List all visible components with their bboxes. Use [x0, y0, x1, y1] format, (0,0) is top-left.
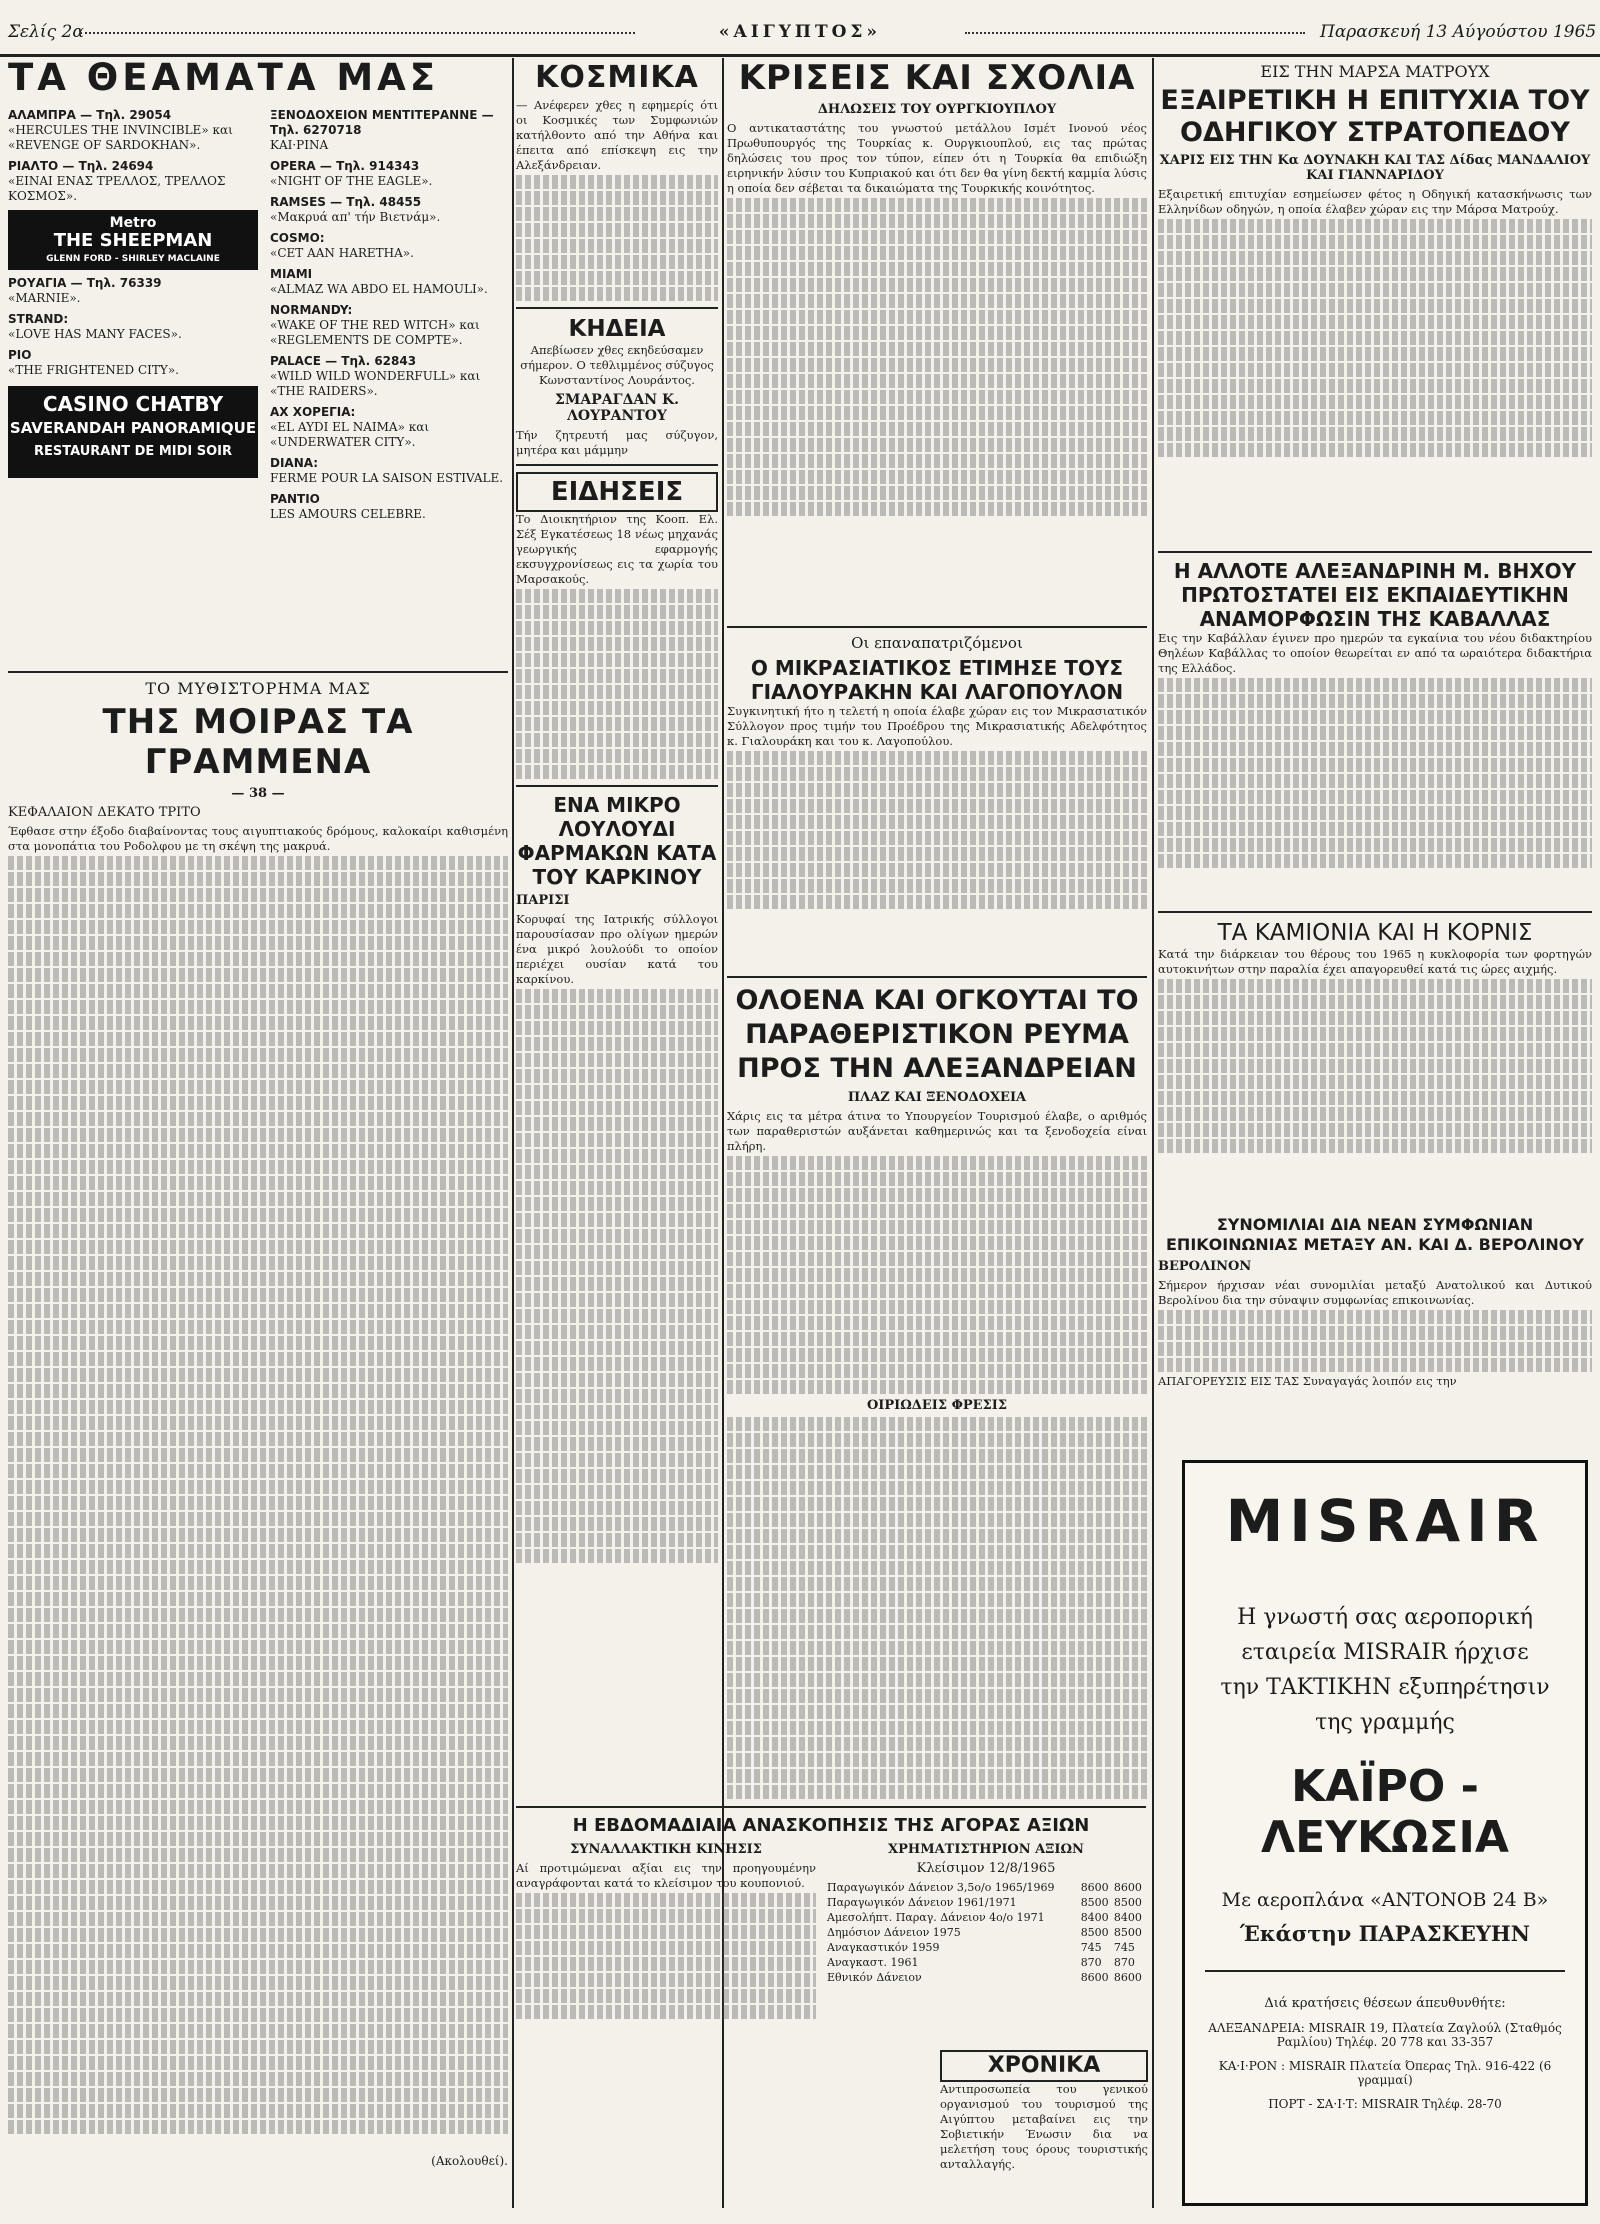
- table-row: Αμεσολήπτ. Παραγ. Δάνειον 4ο/ο 1971 8400 8400: [827, 1911, 1142, 1924]
- stocks-title: Η ΕΒΔΟΜΑΔΙΑΙΑ ΑΝΑΣΚΟΠΗΣΙΣ ΤΗΣ ΑΓΟΡΑΣ ΑΞΙΩΝ: [572, 1815, 1090, 1836]
- stocks-note: Αί προτιμώμεναι αξίαι εις την προηγουμένην αναγράφονται κατά το κλείσιμον του κουπονιού.: [516, 1861, 816, 1890]
- novel-kicker: ΤΟ ΜΥΘΙΣΤΟΡΗΜΑ ΜΑΣ: [145, 679, 371, 698]
- misrair-plane: Με αεροπλάνα «ΑΝΤΟΝΟΒ 24 Β»: [1221, 1889, 1549, 1911]
- section-rule: [516, 785, 718, 787]
- flower-place: ΠΑΡΙΣΙ: [516, 893, 570, 908]
- casino-chatby-ad: CASINO CHATBY SAVERANDAH PANORAMIQUE RESTAURANT DE MIDI SOIR: [8, 386, 258, 478]
- table-row: Εθνικόν Δάνειον 8600 8600: [827, 1971, 1142, 1984]
- misrair-logo: MISRAIR: [1225, 1487, 1545, 1555]
- crises-title: ΚΡΙΣΕΙΣ ΚΑΙ ΣΧΟΛΙΑ: [738, 58, 1136, 98]
- news-title: ΕΙΔΗΣΕΙΣ: [516, 472, 718, 512]
- news-body: Το Διοικητήριον της Κοοπ. Ελ. Σέξ Εγκατέσεως 18 νέως μηχανάς γεωργικής εφαρμογής εκσυγχρονίσεως εις τα χωρία του Μαρσακούς.: [516, 512, 718, 586]
- misrair-bookings: Διά κρατήσεις θέσεων άπευθυνθήτε:: [1264, 1996, 1506, 2011]
- repatriated-kicker: Οι επαναπατριζόμενοι: [851, 634, 1023, 652]
- theatre-listing: NORMANDY: «WAKE OF THE RED WITCH» και «REGLEMENTS DE COMPTE».: [270, 303, 480, 347]
- marsa-section: [1158, 58, 1592, 538]
- stocks-subtitle: ΣΥΝΑΛΛΑΚΤΙΚΗ ΚΙΝΗΣΙΣ: [570, 1842, 762, 1857]
- table-row: Παραγωγικόν Δάνειον 1961/1971 8500 8500: [827, 1896, 1142, 1909]
- marsa-subtitle: ΧΑΡΙΣ ΕΙΣ ΤΗΝ Κα ΔΟΥΝΑΚΗ ΚΑΙ ΤΑΣ Δίδας ΜΑΝΔΑΛΙΟΥ ΚΑΙ ΓΙΑΝΝΑΡΙΔΟΥ: [1159, 153, 1591, 183]
- metro-ad: Metro THE SHEEPMAN GLENN FORD - SHIRLEY MACLAINE: [8, 210, 258, 270]
- flower-body: Κορυφαί της Ιατρικής σύλλογοι παρουσίασαν προ ολίγων ημερών ένα μικρό λουλούδι το οποίον περιέχει ουσίαν κατά του καρκίνου.: [516, 912, 718, 986]
- kamionia-body: Κατά την διάρκειαν του θέρους του 1965 η κυκλοφορία των φορτηγών αυτοκινήτων στην παραλία έχει απαγορευθεί κατά τις ώρες αιχμής.: [1158, 947, 1592, 976]
- section-rule: [516, 307, 718, 309]
- world-title: ΚΟΣΜΙΚΑ: [535, 60, 699, 95]
- novel-continued: (Ακολουθεί).: [431, 2154, 508, 2168]
- tourism-body: Χάρις εις τα μέτρα άτινα το Υπουργείον Τουρισμού έλαβε, ο αριθμός των παραθεριστών αυξάνεται καθημερινώς και τα ξενοδοχεία είναι πλήρη.: [727, 1109, 1147, 1153]
- novel-section: [8, 665, 508, 2200]
- theatre-listing: ΞΕΝΟΔΟΧΕΙΟΝ ΜΕΝΤΙΤΕΡΑΝΝΕ — Τηλ. 6270718 ΚΑΙ·ΡΙΝΑ: [270, 108, 494, 152]
- crises-body: Ο αντικαταστάτης του γνωστού μετάλλου Ισμέτ Ινονού νέος Πρωθυπουργός της Τουρκίας κ. Ουργκιουπλού, εις τας πρώτας δηλώσεις του προς τον τύπον, είπεν ότι η Τουρκία θα επιδιώξη ειρηνικήν λύσιν του Κυπριακού και ότι δεν θα γίνη δεκτή καμμία λύσις η οποία δεν σέβεται τα δικαιώματα της Τουρκικής κοινότητος.: [727, 121, 1147, 195]
- theatre-listing: ΡΙΑΛΤΟ — Τηλ. 24694 «ΕΙΝΑΙ ΕΝΑΣ ΤΡΕΛΛΟΣ, ΤΡΕΛΛΟΣ ΚΟΣΜΟΣ».: [8, 159, 226, 203]
- novel-chapter: ΚΕΦΑΛΑΙΟΝ ΔΕΚΑΤΟ ΤΡΙΤΟ: [8, 805, 201, 820]
- repatriated-title: Ο ΜΙΚΡΑΣΙΑΤΙΚΟΣ ΕΤΙΜΗΣΕ ΤΟΥΣ ΓΙΑΛΟΥΡΑΚΗΝ ΚΑΙ ΛΑΓΟΠΟΥΛΟΝ: [750, 656, 1124, 704]
- column-divider: [512, 58, 514, 2208]
- section-rule: [1205, 1970, 1565, 1972]
- marsa-body: Εξαιρετική επιτυχίαν εσημείωσεν φέτος η Οδηγική κατασκήνωσις των Ελληνίδων οδηγών, η οποία έλαβεν χώραν εις την Μάρσα Ματρούχ.: [1158, 187, 1592, 216]
- theatre-list-right: [270, 106, 506, 528]
- table-row: Αναγκαστικόν 1959 745 745: [827, 1941, 1135, 1954]
- flower-title: ΕΝΑ ΜΙΚΡΟ ΛΟΥΛΟΥΔΙ ΦΑΡΜΑΚΩΝ ΚΑΤΑ ΤΟΥ ΚΑΡΚΙΝΟΥ: [517, 793, 717, 889]
- table-row: Παραγωγικόν Δάνειον 3,5ο/ο 1965/1969 8600 8600: [827, 1881, 1142, 1894]
- funeral-title: ΚΗΔΕΙΑ: [568, 316, 666, 342]
- kamionia-section: [1158, 905, 1592, 1210]
- marsa-kicker: ΕΙΣ ΤΗΝ ΜΑΡΣΑ ΜΑΤΡΟΥΧ: [1260, 62, 1490, 81]
- misrair-line: εταιρεία MISRAIR ήρχισε: [1241, 1640, 1529, 1665]
- theatre-listing: ΡΟΥΑΓΙΑ — Τηλ. 76339 «MARNIE».: [8, 276, 162, 305]
- crises-subtitle: ΔΗΛΩΣΕΙΣ ΤΟΥ ΟΥΡΓΚΙΟΥΠΛΟΥ: [817, 102, 1057, 117]
- tourism-title: ΟΛΟΕΝΑ ΚΑΙ ΟΓΚΟΥΤΑΙ ΤΟ ΠΑΡΑΘΕΡΙΣΤΙΚΟΝ ΡΕΥΜΑ ΠΡΟΣ ΤΗΝ ΑΛΕΞΑΝΔΡΕΙΑΝ: [735, 985, 1139, 1084]
- masthead-rule-right: [965, 32, 1305, 34]
- chronika-body: Αντιπροσωπεία του γενικού οργανισμού του τουρισμού της Αιγύπτου μεταβαίνει εις την Σοβιετικήν Ένωσιν δια να μελετήση τους όρους τουριστικής ανταλλαγής.: [940, 2082, 1148, 2171]
- stocks-date: Κλείσιμον 12/8/1965: [916, 1861, 1056, 1876]
- repatriated-body: Συγκινητική ήτο η τελετή η οποία έλαβε χώραν εις τον Μικρασιατικόν Σύλλογον προς τιμήν του Προέδρου της Μικρασιατικής Αδελφότητος κ. Γιαλουράκη και του κ. Λαγοπούλου.: [727, 704, 1147, 748]
- vichos-section: [1158, 545, 1592, 900]
- treaty-place: ΒΕΡΟΛΙΝΟΝ: [1158, 1259, 1252, 1274]
- stocks-table: [826, 1880, 1146, 1985]
- section-rule: [516, 1806, 1146, 1808]
- theatre-listing: COSMO: «CET AAN HARETHA».: [270, 231, 414, 260]
- funeral-intro: Απεβίωσεν χθες εκηδεύσαμεν σήμερον. Ο τεθλιμμένος σύζυγος Κωνσταντίνος Λουράντος.: [520, 343, 714, 387]
- stocks-subtitle: ΧΡΗΜΑΤΙΣΤΗΡΙΟΝ ΑΞΙΩΝ: [888, 1842, 1084, 1857]
- table-row: Αναγκαστ. 1961 870 870: [827, 1956, 1135, 1969]
- misrair-line: της γραμμής: [1315, 1710, 1455, 1735]
- section-rule: [516, 464, 718, 466]
- novel-issue: — 38 —: [231, 786, 285, 801]
- misrair-line: την ΤΑΚΤΙΚΗΝ εξυπηρέτησιν: [1220, 1675, 1550, 1700]
- novel-body-text: [8, 854, 508, 2154]
- funeral-name: ΣΜΑΡΑΓΔΑΝ Κ. ΛΟΥΡΑΝΤΟΥ: [554, 392, 680, 424]
- section-rule: [727, 976, 1147, 978]
- section-rule: [1158, 551, 1592, 553]
- tourism-section-heading: ΟΙΡΙΩΔΕΙΣ ΦΡΕΣΙΣ: [866, 1398, 1008, 1413]
- novel-lead: Έφθασε στην έξοδο διαβαίνοντας τους αιγυπτιακούς δρόμους, καλοκαίρι καθισμένη στα μονοπάτια του Ροδολφου με τη σκέψη της μακρυά.: [8, 824, 508, 853]
- theatre-list-left: [8, 106, 258, 486]
- theatre-listing: OPERA — Τηλ. 914343 «NIGHT OF THE EAGLE».: [270, 159, 433, 188]
- misrair-line: Η γνωστή σας αεροπορική: [1237, 1605, 1533, 1630]
- novel-title: ΤΗΣ ΜΟΙΡΑΣ ΤΑ ΓΡΑΜΜΕΝΑ: [102, 702, 414, 782]
- theatre-listing: ΡΙΟ «THE FRIGHTENED CITY».: [8, 348, 179, 377]
- vichos-body: Εις την Καβάλλαν έγινεν προ ημερών τα εγκαίνια του νέου διδακτηρίου Θηλέων Καβάλλας το οποίον θεωρείται εν από τα ωραιότερα διδακτήρια της Ελλάδος.: [1158, 631, 1592, 675]
- misrair-address-cairo: ΚΑ·Ι·ΡΟΝ : MISRAIR Πλατεία Όπερας Τηλ. 916-422 (6 γραμμαί): [1218, 2059, 1552, 2087]
- crises-section: [727, 58, 1147, 628]
- section-rule: [8, 671, 508, 673]
- theatre-listing: PALACE — Τηλ. 62843 «WILD WILD WONDERFULL» και «THE RAIDERS».: [270, 354, 481, 398]
- theatre-listing: PANTIO LES AMOURS CELEBRE.: [270, 492, 426, 521]
- theatre-listing: STRAND: «LOVE HAS MANY FACES».: [8, 312, 182, 341]
- page-number: Σελίς 2α: [8, 22, 84, 42]
- chronika-title: ΧΡΟΝΙΚΑ: [940, 2050, 1148, 2082]
- kamionia-title: ΤΑ ΚΑΜΙΟΝΙΑ ΚΑΙ Η ΚΟΡΝΙΣ: [1217, 920, 1533, 946]
- theatres-title: ΤΑ ΘΕΑΜΑΤΑ ΜΑΣ: [8, 58, 440, 99]
- masthead-rule-left: [80, 32, 635, 34]
- misrair-address-port: ΠΟΡΤ - ΣΑ·Ι·Τ: MISRAIR Τηλέφ. 28-70: [1268, 2097, 1502, 2111]
- misrair-day: Έκάστην ΠΑΡΑΣΚΕΥΗΝ: [1240, 1921, 1530, 1946]
- treaty-title: ΣΥΝΟΜΙΛΙΑΙ ΔΙΑ ΝΕΑΝ ΣΥΜΦΩΝΙΑΝ ΕΠΙΚΟΙΝΩΝΙΑΣ ΜΕΤΑΞΥ ΑΝ. ΚΑΙ Δ. ΒΕΡΟΛΙΝΟΥ: [1166, 1215, 1584, 1254]
- issue-date: Παρασκευή 13 Αύγούστου 1965: [1320, 22, 1597, 42]
- vichos-title: Η ΑΛΛΟΤΕ ΑΛΕΞΑΝΔΡΙΝΗ Μ. ΒΗΧΟΥ ΠΡΩΤΟΣΤΑΤΕΙ ΕΙΣ ΕΚΠΑΙΔΕΥΤΙΚΗΝ ΑΝΑΜΟΡΦΩΣΙΝ ΤΗΣ ΚΑΒΑΛΛΑΣ: [1173, 559, 1577, 631]
- theatre-listing: MIAMI «ALMAZ WA ABDO EL HAMOULI».: [270, 267, 488, 296]
- theatre-listing: RAMSES — Τηλ. 48455 «Μακρυά απ' τήν Βιετνάμ».: [270, 195, 441, 224]
- masthead: [0, 0, 1600, 57]
- section-rule: [727, 626, 1147, 628]
- chronika-section: [940, 2050, 1148, 2200]
- treaty-section: [1158, 1215, 1592, 1455]
- treaty-closing: ΑΠΑΓΟΡΕΥΣΙΣ ΕΙΣ ΤΑΣ Συναγαγάς λοιπόν εις την: [1158, 1374, 1457, 1388]
- misrair-route: ΚΑΪΡΟ - ΛΕΥΚΩΣΙΑ: [1261, 1761, 1509, 1863]
- theatre-listing: ΑΧ ΧΟΡΕΓΙΑ: «EL AYDI EL NAIMA» και «UNDERWATER CITY».: [270, 405, 430, 449]
- tourism-section: [727, 970, 1147, 1800]
- world-text: — Ανέφερεν χθες η εφημερίς ότι οι Κοσμικές των Συμφωνιών κατήλθοντο από την Αθήνα και έπειτα από επίσκεψη εις την Αλεξάνδρειαν.: [516, 98, 718, 172]
- table-row: Δημόσιον Δάνειον 1975 8500 8500: [827, 1926, 1142, 1939]
- theatre-listing: DIANA: FERME POUR LA SAISON ESTIVALE.: [270, 456, 504, 485]
- column-divider: [1152, 58, 1154, 2208]
- misrair-address-alex: ΑΛΕΞΑΝΔΡΕΙΑ: MISRAIR 19, Πλατεία Ζαγλούλ (Σταθμός Ραμλίου) Τηλέφ. 20 778 και 33-357: [1208, 2021, 1562, 2049]
- theatre-listing: ΑΛΑΜΠΡΑ — Τηλ. 29054 «HERCULES THE INVINCIBLE» και «REVENGE OF SARDOKHAN».: [8, 108, 233, 152]
- repatriated-section: [727, 620, 1147, 965]
- theatres-section: [8, 58, 508, 658]
- section-rule: [1158, 911, 1592, 913]
- misrair-ad: [1182, 1460, 1588, 2206]
- newspaper-name: «ΑΙΓΥΠΤΟΣ»: [718, 22, 882, 42]
- funeral-note: Τήν ζητρευτή μας σύζυγον, μητέρα και μάμμην: [516, 428, 718, 457]
- tourism-section-heading: ΠΛΑΖ ΚΑΙ ΞΕΝΟΔΟΧΕΙΑ: [847, 1090, 1027, 1105]
- marsa-headline: ΕΞΑΙΡΕΤΙΚΗ Η ΕΠΙΤΥΧΙΑ ΤΟΥ ΟΔΗΓΙΚΟΥ ΣΤΡΑΤΟΠΕΔΟΥ: [1160, 85, 1590, 148]
- treaty-body: Σήμερον ήρχισαν νέαι συνομιλίαι μεταξύ Ανατολικού και Δυτικού Βερολίνου δια την σύναψιν συμφωνίας επικοινωνίας.: [1158, 1278, 1592, 1307]
